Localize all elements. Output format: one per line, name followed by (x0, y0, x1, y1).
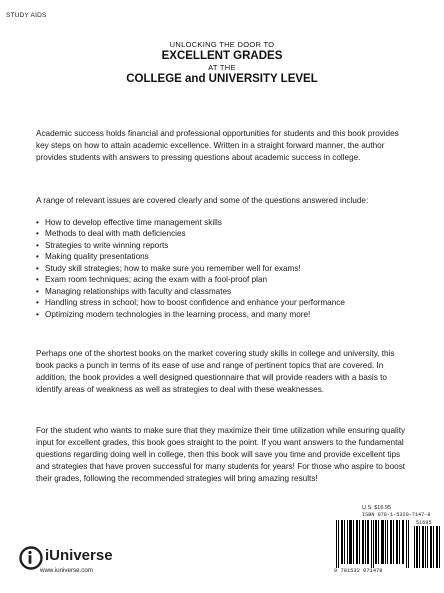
publisher-logo (18, 546, 168, 586)
closing-text: For the student who wants to make sure that they maximize their time utilization while ensuring quality input for excellent grades, this book goes straight to the point. If you want answers to the fundamental questions regarding doing well in college, then this book will save you time and provide excellent tips and strategies that have proven successful for many students for years! For those who aspire to boost their grades, following the recommended strategies will bring amazing results! (36, 426, 406, 484)
title-block (0, 40, 444, 86)
title-line-4: COLLEGE and UNIVERSITY LEVEL (126, 73, 318, 85)
intro-text: Academic success holds financial and professional opportunities for students and this book provides key steps on how to attain academic excellence. Written in a straight forward manner, the author provides students with answers to pressing questions about academic success in college. (36, 129, 399, 163)
bullet-item: • Strategies to write winning reports (36, 240, 416, 251)
publisher-name: iUniverse (45, 547, 113, 564)
barcode-addon-icon (414, 526, 442, 568)
bullet-item: • Optimizing modern technologies in the learning process, and many more! (36, 309, 416, 320)
range-paragraph (36, 195, 406, 207)
bullet-item: • Methods to deal with math deficiencies (36, 228, 416, 239)
bullet-item: • Making quality presentations (36, 251, 416, 262)
isbn-label: ISBN 978-1-5320-7147-8 (362, 512, 431, 518)
intro-paragraph (36, 128, 406, 164)
summary-paragraph (36, 348, 406, 396)
barcode-main-icon (336, 520, 412, 568)
title-line-3: AT THE (208, 63, 236, 72)
barcode-area (332, 512, 444, 582)
closing-paragraph (36, 425, 406, 485)
range-text: A range of relevant issues are covered clearly and some of the questions answered include: (36, 196, 369, 205)
summary-text: Perhaps one of the shortest books on the market covering study skills in college and university, this book packs a punch in terms of its ease of use and range of pertinent topics that are covered. In addition, the book provides a well designed questionnaire that will provide readers with a basis to identify areas of weakness as well as strategies to deal with these weaknesses. (36, 349, 395, 395)
bullet-item: • Exam room techniques; acing the exam with a fool-proof plan (36, 274, 416, 285)
category-label: STUDY AIDS (6, 12, 47, 19)
publisher-url: www.iuniverse.com (40, 567, 93, 574)
bullet-item: • Managing relationships with faculty and classmates (36, 286, 416, 297)
barcode-addon-digits: 51695 (416, 520, 432, 526)
price-label: U.S. $16.95 (362, 505, 392, 511)
bullet-item: • Handling stress in school; how to boost confidence and enhance your performance (36, 297, 416, 308)
bullet-item: • How to develop effective time management skills (36, 217, 416, 228)
title-line-1: UNLOCKING THE DOOR TO (169, 40, 275, 49)
bullet-list (36, 217, 416, 320)
bullet-item: • Study skill strategies; how to make sure you remember well for exams! (36, 263, 416, 274)
barcode-number: 9 781532 071478 (334, 568, 383, 574)
title-line-2: EXCELLENT GRADES (161, 50, 283, 62)
